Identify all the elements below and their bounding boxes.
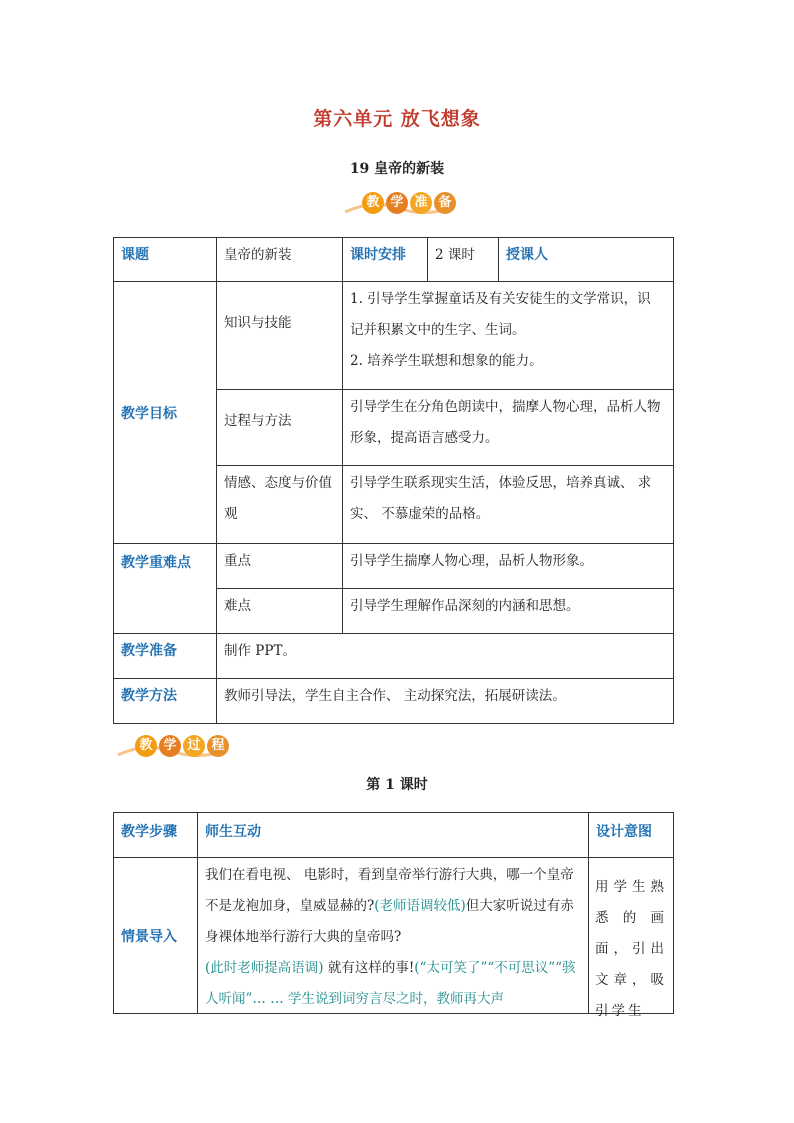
diff-point-value: 引导学生理解作品深刻的内涵和思想。 (350, 598, 580, 614)
col-interaction-cell (198, 813, 589, 858)
prep-label: 教学准备 (121, 643, 177, 659)
col-intent-header: 设计意图 (596, 824, 652, 840)
goal3-label: 情感、态度与价值 (224, 475, 332, 491)
teacher-label-cell (499, 238, 674, 282)
hours-label: 课时安排 (350, 247, 406, 263)
key-point-label: 重点 (224, 553, 251, 569)
topic-value-cell (217, 238, 343, 282)
step1-label: 情景导入 (121, 928, 177, 945)
method-label: 教学方法 (121, 688, 177, 704)
goal1-label-cell (217, 282, 343, 390)
col-intent-cell (589, 813, 674, 858)
badge-char: 学 (159, 735, 181, 757)
key-point-value: 引导学生揣摩人物心理，品析人物形象。 (350, 553, 593, 569)
diff-point-label-cell (217, 589, 343, 634)
interaction-text (205, 860, 581, 1011)
diff-point-label: 难点 (224, 598, 251, 614)
goal2-line: 形象，提高语言感受力。 (350, 430, 499, 446)
col-steps-cell (114, 813, 198, 858)
method-value-cell (217, 679, 674, 724)
topic-value: 皇帝的新装 (224, 247, 292, 263)
interaction-paragraph: 但大家听说过有赤身裸体地举行游行大典的皇帝吗? (205, 898, 574, 945)
goal1-label: 知识与技能 (224, 315, 292, 331)
step1-intent-cell (589, 858, 674, 1019)
goal1-line: 2. 培养学生联想和想象的能力。 (350, 353, 543, 369)
col-interaction-header: 师生互动 (205, 824, 261, 840)
col-steps-header: 教学步骤 (121, 824, 177, 840)
goal3-label-cell (217, 466, 343, 544)
topic-label: 课题 (121, 247, 149, 263)
goals-label-cell (114, 282, 217, 544)
badge-char: 准 (410, 192, 432, 214)
step1-content-cell (198, 858, 589, 1014)
topic-label-cell (114, 238, 217, 282)
badge-char: 过 (183, 735, 205, 757)
teacher-tone-note: (此时老师提高语调) (205, 960, 324, 976)
badge-char: 教 (362, 192, 384, 214)
key-label: 教学重难点 (121, 555, 191, 571)
goal3-content-cell (343, 466, 674, 544)
badge-char: 学 (386, 192, 408, 214)
interaction-paragraph: 就有这样的事! (327, 960, 415, 976)
teaching-process-badge (118, 733, 228, 763)
goal2-line: 引导学生在分角色朗读中，揣摩人物心理，品析人物 (350, 399, 661, 415)
method-value: 教师引导法，学生自主合作、 主动探究法，拓展研读法。 (224, 688, 566, 704)
goal3-line: 实、 不慕虚荣的品格。 (350, 506, 490, 522)
hours-value-cell (428, 238, 499, 282)
hours-label-cell (343, 238, 428, 282)
key-point-label-cell (217, 544, 343, 589)
diff-point-value-cell (343, 589, 674, 634)
interaction-paragraph: 我们在看电视、 电影时，看到皇帝举行游行大典，哪一个皇帝不是龙袍加身，皇威显赫的? (205, 867, 574, 914)
period-title: 第 1 课时 (366, 777, 428, 793)
lesson-plan-table (113, 237, 674, 724)
unit-title: 第六单元 放飞想象 (313, 108, 481, 130)
hours-value: 2 课时 (435, 247, 475, 263)
goal2-content-cell (343, 390, 674, 466)
step1-label-cell (114, 858, 198, 1014)
prep-value-cell (217, 634, 674, 679)
goals-label: 教学目标 (121, 405, 177, 422)
teaching-process-table (113, 812, 674, 1019)
goal2-label-cell (217, 390, 343, 466)
prep-value: 制作 PPT。 (224, 643, 296, 659)
goal3-label: 观 (224, 506, 238, 522)
key-point-value-cell (343, 544, 674, 589)
goal2-label: 过程与方法 (224, 413, 292, 429)
badge-char: 备 (434, 192, 456, 214)
lesson-title: 19 皇帝的新装 (349, 161, 445, 177)
goal3-line: 引导学生联系现实生活，体验反思，培养真诚、 求 (350, 475, 652, 491)
badge-char: 教 (135, 735, 157, 757)
goal1-line: 1. 引导学生掌握童话及有关安徒生的文学常识，识 (350, 291, 651, 307)
teacher-tone-note: (老师语调较低) (374, 898, 466, 914)
goal1-line: 记并积累文中的生字、生词。 (350, 322, 526, 338)
badge-char: 程 (207, 735, 229, 757)
goal1-content-cell (343, 282, 674, 390)
teacher-label: 授课人 (506, 247, 548, 263)
design-intent-text: 用学生熟悉的画面，引出文章，吸引学生 (595, 879, 667, 1019)
method-label-cell (114, 679, 217, 724)
teaching-prep-badge (345, 190, 455, 220)
student-response-note: (“太可笑了”“不可思议”“骇人听闻”… … 学生说到词穷言尽之时，教师再大声 (205, 960, 576, 1007)
prep-label-cell (114, 634, 217, 679)
key-label-cell (114, 544, 217, 634)
